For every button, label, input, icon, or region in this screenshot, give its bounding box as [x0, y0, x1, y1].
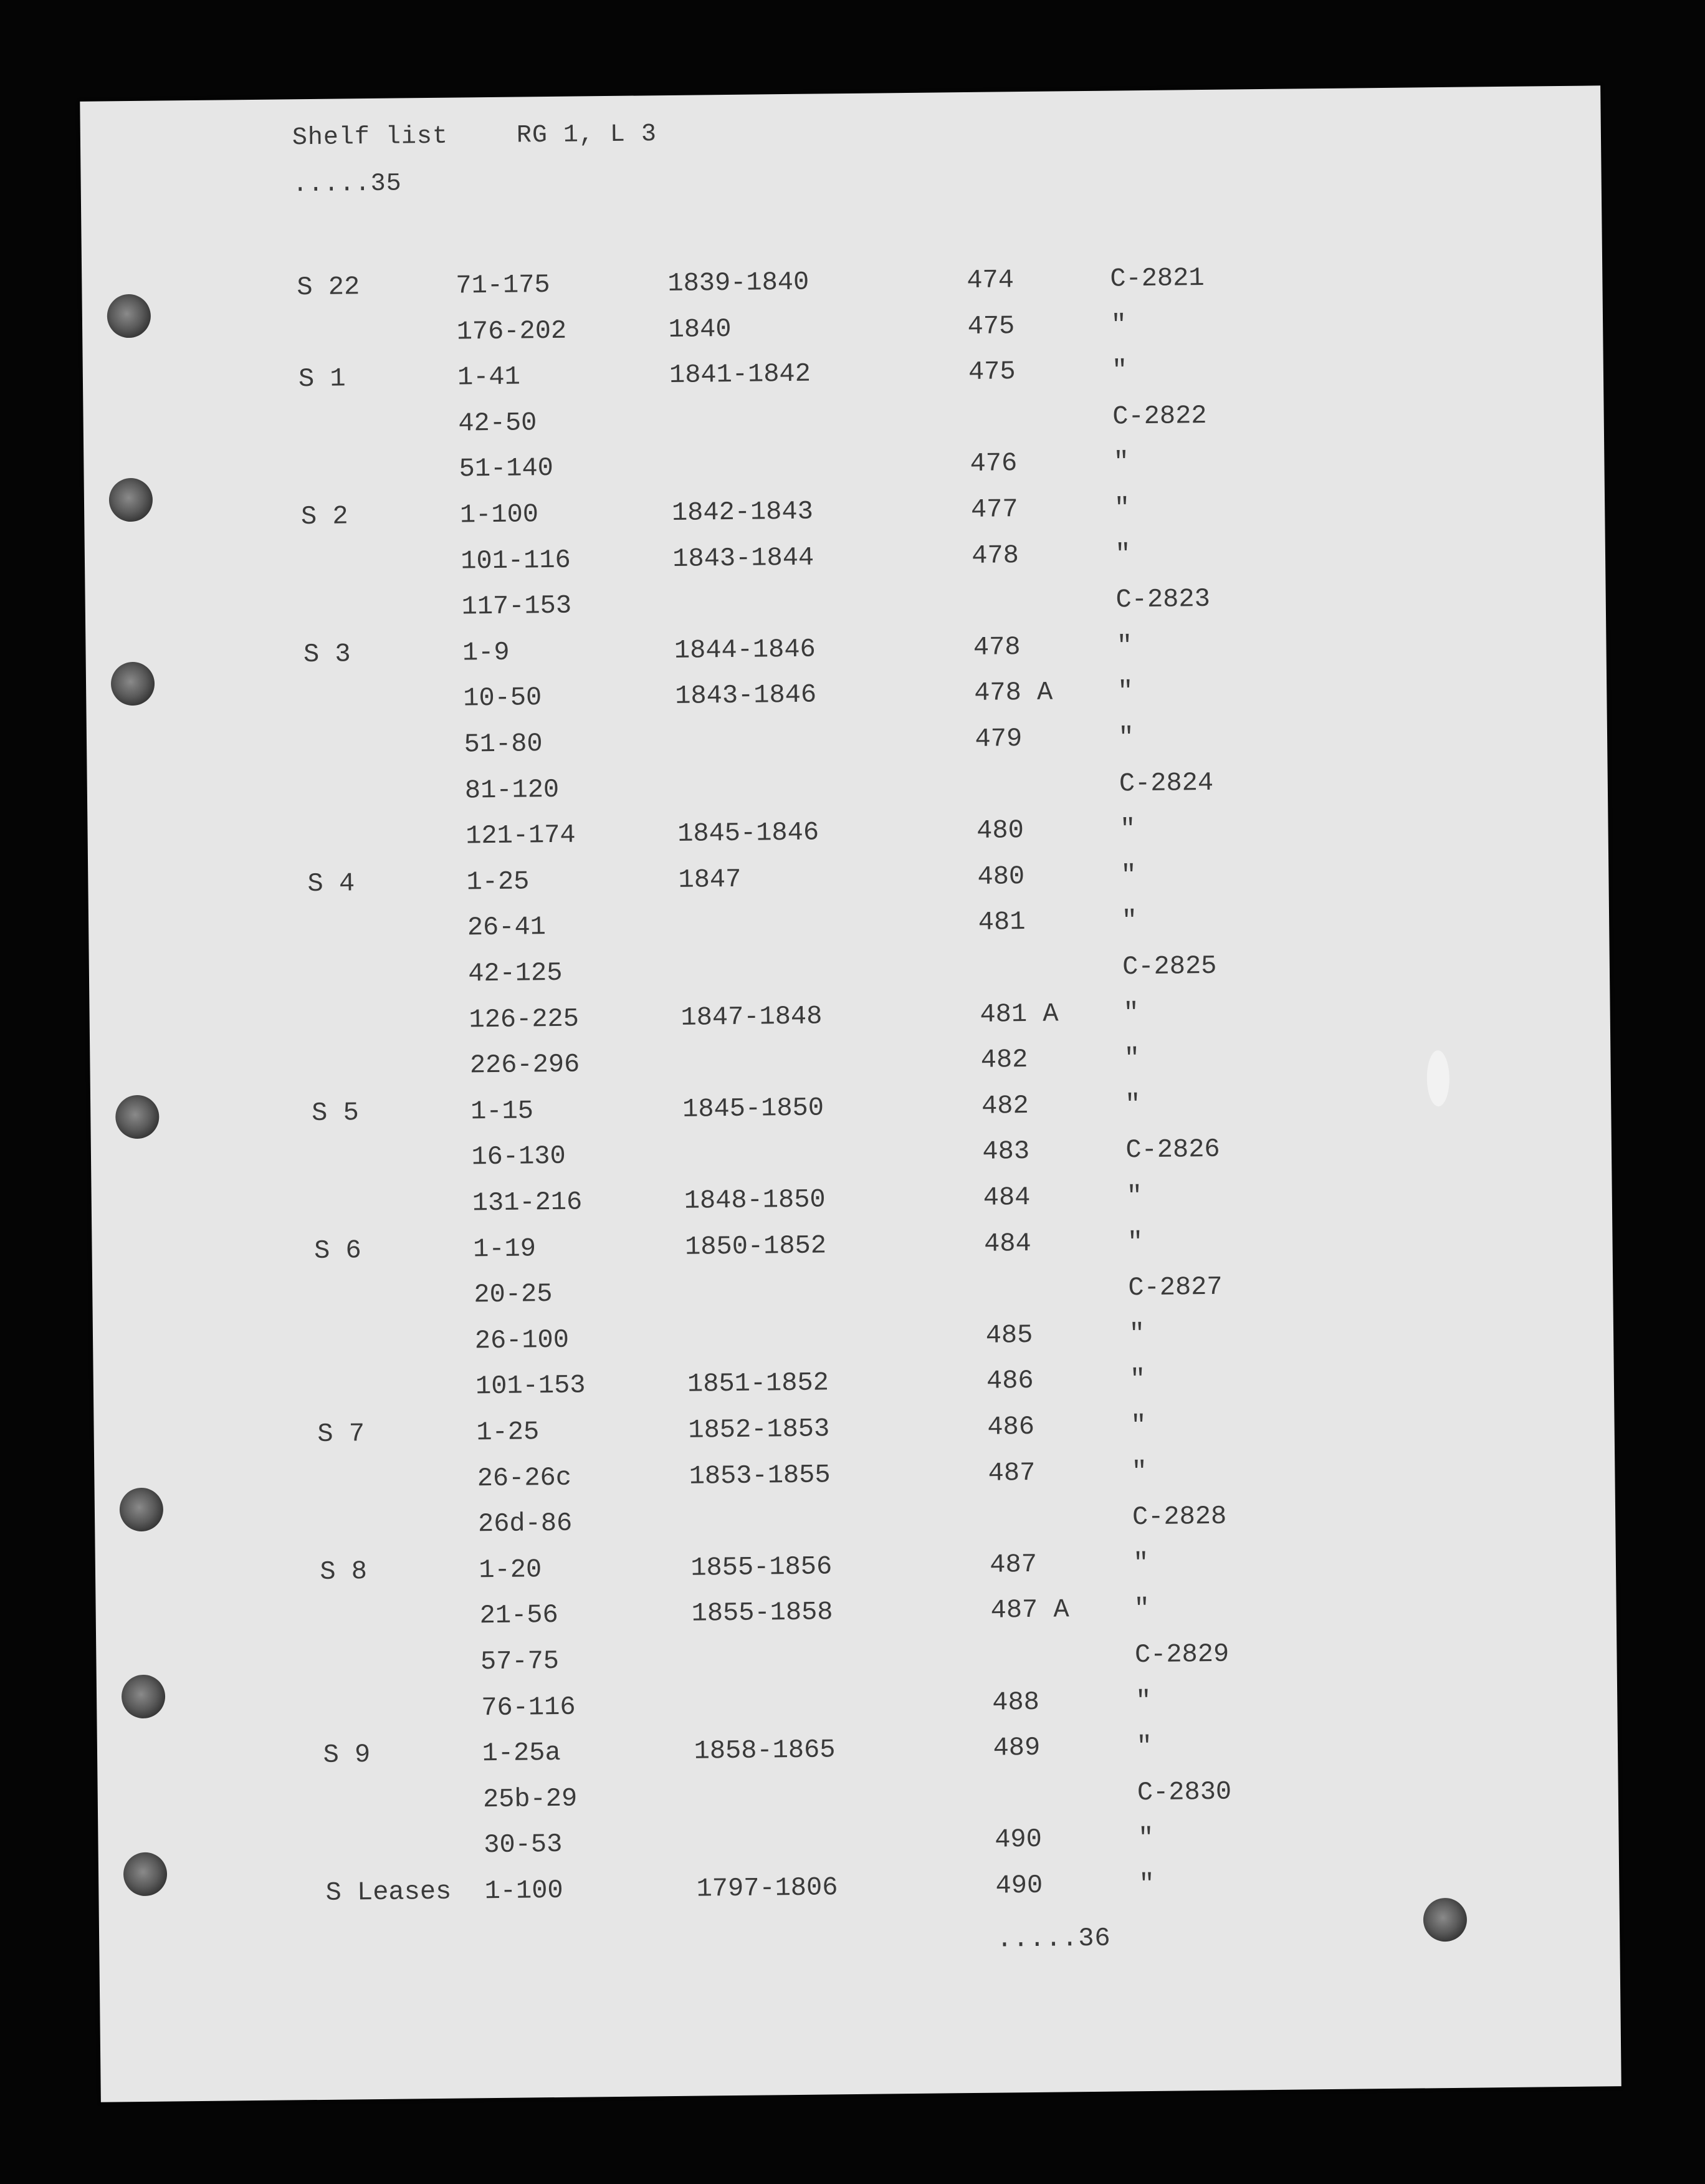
range-cell: 131-216	[472, 1187, 583, 1219]
table-row	[82, 305, 1603, 358]
dates-cell: 1850-1852	[684, 1230, 827, 1262]
series-cell: S 9	[323, 1740, 371, 1771]
table-row	[96, 1635, 1617, 1688]
table-row	[94, 1452, 1615, 1505]
volume-cell: 479	[975, 724, 1023, 754]
table-row	[85, 580, 1606, 633]
range-cell: 176-202	[456, 315, 567, 347]
volume-cell: 477	[970, 494, 1018, 525]
table-row	[84, 488, 1605, 542]
volume-cell: 490	[994, 1824, 1043, 1856]
range-cell: 226-296	[469, 1049, 580, 1081]
dates-cell: 1858-1865	[694, 1735, 836, 1766]
series-cell: S 8	[320, 1556, 368, 1587]
range-cell: 1-20	[479, 1554, 542, 1586]
volume-cell: 488	[992, 1687, 1040, 1718]
reel-cell: "	[1119, 814, 1136, 845]
reel-cell: C-2822	[1112, 400, 1207, 432]
reel-cell: C-2830	[1137, 1776, 1232, 1808]
range-cell: 51-80	[464, 729, 543, 760]
range-cell: 16-130	[471, 1141, 566, 1172]
range-cell: 26-100	[474, 1324, 570, 1356]
reel-cell: "	[1133, 1548, 1149, 1579]
series-cell: S 3	[303, 639, 351, 669]
range-cell: 57-75	[480, 1645, 560, 1677]
table-row	[83, 350, 1603, 404]
reel-cell: "	[1136, 1731, 1153, 1762]
volume-cell: 482	[981, 1090, 1029, 1121]
reel-cell: C-2821	[1110, 262, 1205, 294]
dates-cell: 1855-1856	[690, 1551, 833, 1583]
reel-cell: "	[1126, 1181, 1143, 1212]
punch-hole	[1423, 1898, 1468, 1942]
reel-cell: "	[1124, 1043, 1140, 1074]
reel-cell: C-2828	[1132, 1501, 1227, 1533]
volume-cell: 478	[972, 540, 1020, 571]
volume-cell: 481	[978, 907, 1026, 938]
dates-cell: 1845-1850	[682, 1093, 824, 1124]
volume-cell: 476	[970, 448, 1018, 479]
reel-cell: C-2823	[1115, 584, 1211, 615]
range-cell: 1-15	[470, 1096, 534, 1127]
table-row	[85, 534, 1605, 588]
record-group: RG 1, L 3	[516, 120, 657, 150]
range-cell: 10-50	[463, 682, 542, 714]
table-row	[90, 993, 1610, 1046]
shelf-list-title: Shelf list	[292, 122, 449, 153]
range-cell: 1-25a	[482, 1738, 561, 1769]
range-cell: 1-41	[457, 362, 521, 393]
reel-cell: C-2824	[1119, 767, 1214, 799]
range-cell: 1-100	[459, 499, 539, 530]
volume-cell: 484	[983, 1182, 1031, 1213]
dates-cell: 1847	[678, 864, 742, 895]
series-cell: S Leases	[325, 1876, 452, 1908]
dates-cell: 1843-1846	[674, 679, 817, 712]
dates-cell: 1852-1853	[688, 1414, 830, 1445]
reel-cell: "	[1115, 539, 1131, 570]
range-cell: 25b-29	[482, 1783, 578, 1815]
reel-cell: "	[1134, 1594, 1150, 1624]
series-cell: S 7	[317, 1419, 365, 1449]
table-row	[93, 1360, 1614, 1414]
reel-cell: "	[1129, 1364, 1146, 1395]
reel-cell: "	[1118, 722, 1135, 753]
table-row	[92, 1222, 1612, 1276]
volume-cell: 486	[987, 1411, 1035, 1442]
table-row	[84, 443, 1604, 496]
table-row	[92, 1268, 1613, 1321]
table-row	[87, 717, 1607, 771]
volume-cell: 478	[973, 631, 1021, 663]
reel-cell: C-2829	[1134, 1639, 1230, 1670]
table-row	[96, 1589, 1617, 1643]
reel-cell: "	[1111, 355, 1128, 386]
table-row	[91, 1131, 1612, 1184]
range-cell: 117-153	[461, 590, 572, 622]
range-cell: 71-175	[456, 269, 550, 301]
table-row	[98, 1773, 1618, 1826]
reel-cell: "	[1131, 1456, 1148, 1487]
reel-cell: C-2826	[1125, 1134, 1220, 1166]
reel-cell: "	[1124, 1089, 1141, 1120]
dates-cell: 1848-1850	[684, 1184, 826, 1216]
table-row	[88, 855, 1608, 909]
range-cell: 1-25	[466, 866, 530, 898]
reel-cell: "	[1135, 1685, 1152, 1716]
volume-cell: 482	[980, 1045, 1028, 1075]
table-row	[82, 259, 1602, 312]
range-cell: 76-116	[481, 1692, 576, 1723]
dates-cell: 1797-1806	[696, 1872, 838, 1904]
reel-cell: "	[1130, 1410, 1147, 1441]
dates-cell: 1851-1852	[687, 1367, 829, 1400]
series-cell: S 4	[307, 868, 355, 899]
table-row	[98, 1819, 1618, 1872]
table-row	[95, 1543, 1616, 1597]
reel-cell: "	[1127, 1227, 1144, 1257]
series-cell: S 5	[311, 1098, 360, 1128]
reel-cell: "	[1123, 997, 1139, 1028]
table-row	[90, 1085, 1611, 1138]
range-cell: 101-116	[461, 545, 571, 577]
table-row	[85, 626, 1606, 679]
volume-cell: 487	[990, 1549, 1038, 1580]
reel-cell: C-2825	[1122, 951, 1217, 982]
range-cell: 1-100	[484, 1875, 563, 1907]
table-row	[97, 1681, 1617, 1735]
previous-page-ref: .....35	[292, 170, 402, 199]
range-cell: 101-153	[475, 1370, 586, 1402]
range-cell: 30-53	[484, 1829, 563, 1861]
volume-cell: 478 A	[973, 677, 1053, 709]
dates-cell: 1842-1843	[671, 496, 814, 528]
table-row	[86, 672, 1607, 726]
volume-cell: 486	[986, 1366, 1034, 1397]
table-row	[93, 1314, 1613, 1367]
volume-cell: 480	[976, 815, 1024, 846]
range-cell: 26-41	[467, 912, 547, 943]
dates-cell: 1843-1844	[672, 542, 814, 574]
table-row	[90, 1038, 1610, 1092]
reel-cell: "	[1120, 860, 1137, 891]
volume-cell: 489	[993, 1733, 1041, 1763]
series-cell: S 6	[313, 1235, 362, 1266]
reel-cell: "	[1137, 1823, 1154, 1854]
volume-cell: 475	[967, 310, 1015, 342]
reel-cell: "	[1110, 309, 1127, 340]
range-cell: 1-9	[462, 637, 510, 668]
table-row	[88, 901, 1609, 955]
range-cell: 42-125	[467, 957, 563, 989]
table-row	[95, 1497, 1615, 1551]
volume-cell: 485	[985, 1320, 1033, 1351]
table-row	[87, 809, 1608, 863]
reel-cell: "	[1113, 447, 1130, 477]
dates-cell: 1844-1846	[674, 634, 816, 666]
range-cell: 20-25	[474, 1279, 553, 1310]
range-cell: 51-140	[459, 453, 554, 484]
table-row	[92, 1176, 1612, 1230]
table-row	[93, 1406, 1614, 1459]
table-row	[97, 1727, 1618, 1780]
reel-cell: "	[1117, 676, 1134, 707]
volume-cell: 487	[988, 1457, 1036, 1488]
range-cell: 26-26c	[477, 1462, 572, 1493]
dates-cell: 1845-1846	[677, 817, 819, 850]
range-cell: 81-120	[464, 774, 560, 806]
volume-cell: 487 A	[990, 1594, 1069, 1626]
next-page-ref: .....36	[996, 1923, 1111, 1955]
volume-cell: 474	[967, 265, 1015, 295]
series-cell: S 1	[298, 363, 346, 395]
volume-cell: 481 A	[980, 999, 1059, 1030]
document-page	[80, 85, 1621, 2102]
volume-cell: 480	[977, 861, 1025, 892]
reel-cell: "	[1116, 631, 1133, 661]
reel-cell: "	[1121, 906, 1138, 936]
dates-cell: 1847-1848	[681, 1001, 823, 1033]
volume-cell: 475	[968, 357, 1016, 388]
range-cell: 1-25	[476, 1417, 540, 1448]
series-cell: S 2	[300, 501, 348, 532]
series-cell: S 22	[297, 272, 360, 303]
table-row	[89, 947, 1610, 1000]
volume-cell: 483	[982, 1136, 1030, 1167]
table-row	[83, 396, 1603, 450]
range-cell: 1-19	[472, 1233, 537, 1264]
dates-cell: 1853-1855	[689, 1459, 831, 1492]
range-cell: 121-174	[465, 820, 576, 851]
reel-cell: "	[1139, 1869, 1155, 1900]
reel-cell: C-2827	[1128, 1272, 1223, 1303]
reel-cell: "	[1129, 1318, 1145, 1349]
dates-cell: 1840	[668, 314, 732, 345]
dates-cell: 1839-1840	[667, 267, 810, 299]
reel-cell: "	[1114, 493, 1130, 524]
table-row	[87, 764, 1608, 817]
range-cell: 21-56	[479, 1600, 558, 1631]
volume-cell: 490	[995, 1870, 1043, 1901]
range-cell: 42-50	[458, 408, 537, 439]
volume-cell: 484	[983, 1228, 1031, 1259]
range-cell: 126-225	[469, 1003, 580, 1035]
range-cell: 26d-86	[477, 1508, 573, 1540]
dates-cell: 1841-1842	[669, 358, 811, 391]
dates-cell: 1855-1858	[691, 1597, 833, 1629]
table-row	[98, 1864, 1619, 1918]
